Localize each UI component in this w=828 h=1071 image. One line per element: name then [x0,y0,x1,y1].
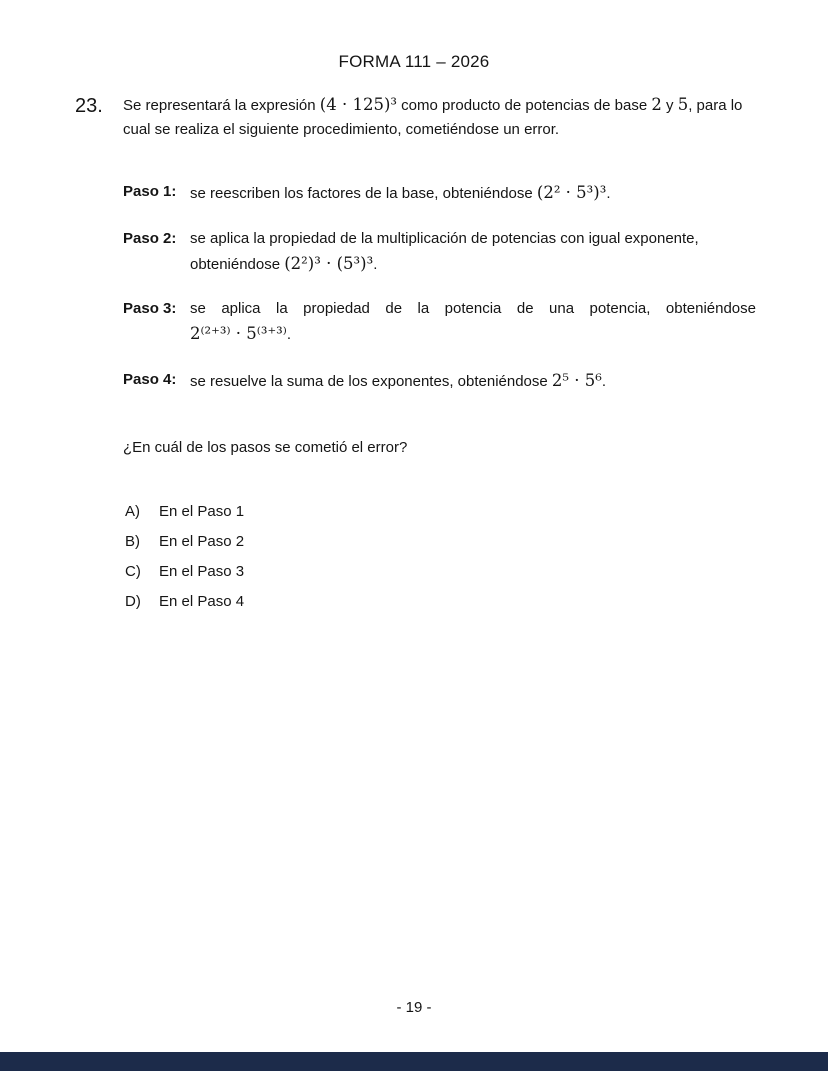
intro-text-2: como producto de potencias de base [397,97,652,114]
question-body [123,92,756,620]
option-b [123,530,756,554]
step-2-period: . [373,255,378,273]
step-2-line-2-text: obteniéndose [190,255,285,273]
step-2-math: (2²)³ · (5³)³ [284,253,374,273]
question-intro [123,92,756,142]
step-paso-4 [123,368,756,394]
form-title: FORMA 111 – 2026 [338,52,490,71]
step-3-line-1: se aplica la propiedad de la potencia de una potencia, obteniéndose [190,300,756,318]
option-c-letter: C) [125,562,141,580]
option-a-text: En el Paso 1 [159,502,245,520]
intro-math-base-2: 2 [651,95,662,114]
option-b-text: En el Paso 2 [159,532,245,550]
option-c [123,560,756,584]
step-2-label: Paso 2: [123,229,177,247]
step-paso-1 [123,180,756,206]
intro-text-4: , para lo cual se realiza el siguiente procedimiento, cometiéndose un error. [123,97,743,139]
step-2-line-1: se aplica la propiedad de la multiplicación de potencias con igual exponente, [190,229,699,247]
option-a [123,500,756,524]
page-number: - 19 - [396,999,432,1016]
step-3-label: Paso 3: [123,300,177,318]
step-4-body [190,368,756,394]
question-prompt: ¿En cuál de los pasos se cometió el error? [123,438,408,456]
page-footer [0,999,828,1016]
step-1-math: (2² · 5³)³ [536,183,607,203]
step-4-text: se resuelve la suma de los exponentes, obteniéndose [190,372,552,390]
step-3-body [190,297,756,347]
step-3-period: . [286,326,291,344]
procedure-steps [123,180,756,394]
option-c-text: En el Paso 3 [159,562,245,580]
step-3-line-2 [190,321,756,347]
question-number: 23. [75,95,103,117]
step-1-body [190,180,756,206]
option-d [123,590,756,614]
step-1-label: Paso 1: [123,183,177,201]
step-4-math: 2⁵ · 5⁶ [551,370,602,390]
step-2-line-2 [190,251,756,277]
option-b-letter: B) [125,532,140,550]
bottom-bar [0,1052,828,1071]
intro-math-expression: (4 · 125)³ [319,95,397,114]
step-paso-3 [123,297,756,347]
step-1-period: . [606,185,611,203]
intro-math-base-5: 5 [677,95,689,114]
intro-text-3: y [661,97,678,114]
intro-text-1: Se representará la expresión [123,97,320,114]
option-a-letter: A) [125,502,140,520]
option-d-text: En el Paso 4 [159,592,245,610]
step-1-text: se reescriben los factores de la base, obteniéndose [190,185,537,203]
answer-options [123,500,756,614]
page-header [0,0,828,72]
option-d-letter: D) [125,592,141,610]
step-3-math: 2⁽²⁺³⁾ · 5⁽³⁺³⁾ [190,324,287,344]
step-4-label: Paso 4: [123,370,177,388]
step-2-body [190,227,756,277]
step-paso-2 [123,227,756,277]
question-23 [0,92,828,620]
step-4-period: . [601,372,607,390]
